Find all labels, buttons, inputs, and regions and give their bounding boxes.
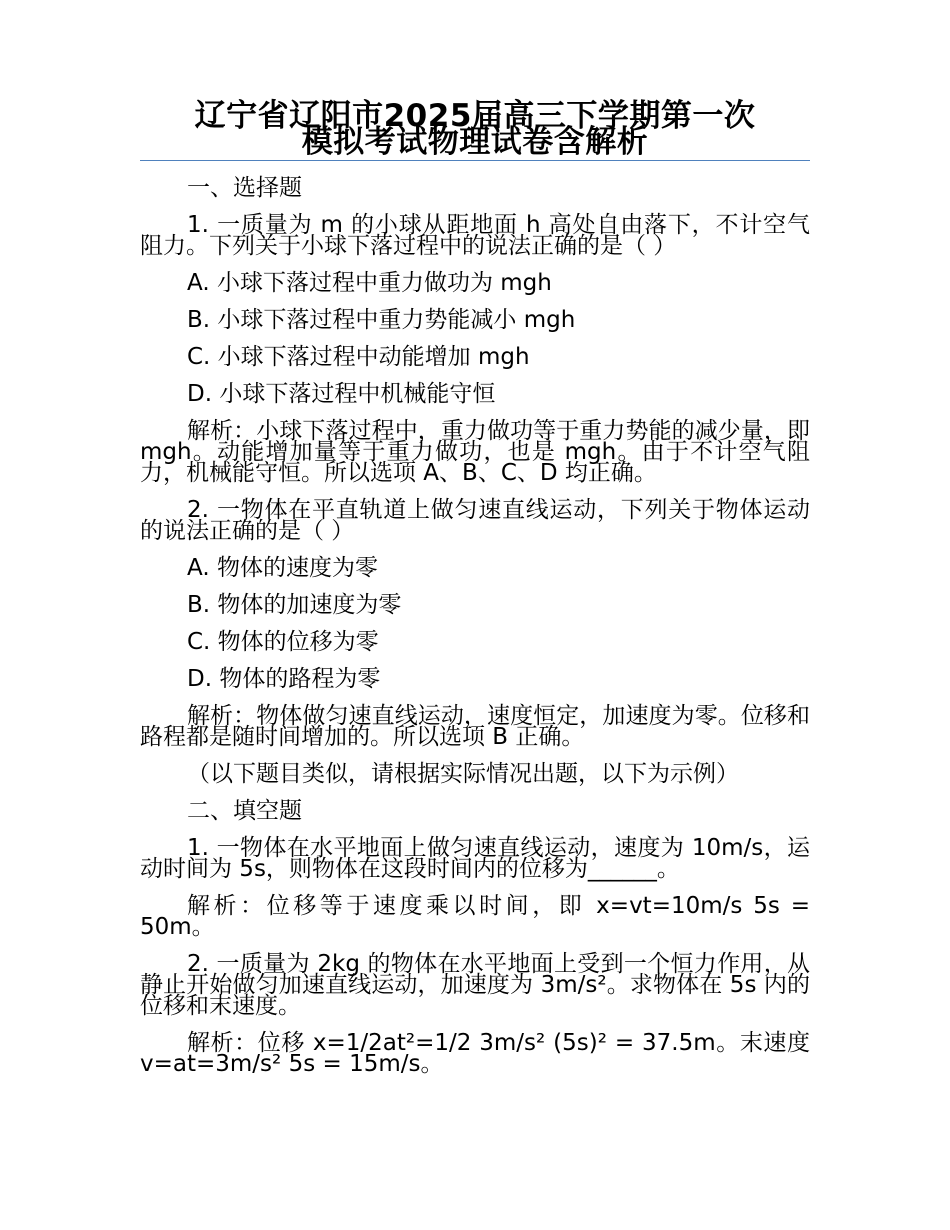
fill-question-1-analysis: 解析：位移等于速度乘以时间，即 x=vt=10m/s 5s = 50m。 <box>140 893 810 940</box>
question-1-option-c: C. 小球下落过程中动能增加 mgh <box>187 344 530 370</box>
question-2-analysis: 解析：物体做匀速直线运动，速度恒定，加速度为零。位移和路程都是随时间增加的。所以选项 B 正确。 <box>140 703 810 750</box>
question-1-option-d: D. 小球下落过程中机械能守恒 <box>187 381 496 407</box>
section-heading-choice: 一、选择题 <box>187 175 302 201</box>
question-1-analysis: 解析：小球下落过程中，重力做功等于重力势能的减少量，即 mgh。动能增加量等于重力做功，也是 mgh。由于不计空气阻力，机械能守恒。所以选项 A、B、C、D 均正确。 <box>140 418 810 486</box>
title-underline <box>140 160 810 161</box>
title-line-2: 模拟考试物理试卷含解析 <box>301 124 649 160</box>
question-1-option-b: B. 小球下落过程中重力势能减小 mgh <box>187 307 576 333</box>
example-note: （以下题目类似，请根据实际情况出题，以下为示例） <box>187 761 739 787</box>
question-1-stem: 1. 一质量为 m 的小球从距地面 h 高处自由落下，不计空气阻力。下列关于小球下落过程中的说法正确的是（ ） <box>140 212 810 259</box>
title-line-1: 辽宁省辽阳市2025届高三下学期第一次 <box>194 98 756 134</box>
question-2-option-a: A. 物体的速度为零 <box>187 555 378 581</box>
fill-question-2: 2. 一质量为 2kg 的物体在水平地面上受到一个恒力作用，从静止开始做匀加速直线运动，加速度为 3m/s²。求物体在 5s 内的位移和末速度。 <box>140 951 810 1019</box>
document-title <box>140 98 810 160</box>
question-2-stem: 2. 一物体在平直轨道上做匀速直线运动，下列关于物体运动的说法正确的是（ ） <box>140 497 810 544</box>
question-2-option-b: B. 物体的加速度为零 <box>187 592 402 618</box>
document-body <box>140 175 810 1091</box>
section-heading-fill: 二、填空题 <box>187 798 302 824</box>
question-2-option-c: C. 物体的位移为零 <box>187 629 379 655</box>
question-2-option-d: D. 物体的路程为零 <box>187 666 381 692</box>
fill-question-1: 1. 一物体在水平地面上做匀速直线运动，速度为 10m/s，运动时间为 5s，则物体在这段时间内的位移为______。 <box>140 835 810 882</box>
fill-question-2-analysis: 解析：位移 x=1/2at²=1/2 3m/s² (5s)² = 37.5m。末速度 v=at=3m/s² 5s = 15m/s。 <box>140 1030 810 1077</box>
question-1-option-a: A. 小球下落过程中重力做功为 mgh <box>187 270 552 296</box>
